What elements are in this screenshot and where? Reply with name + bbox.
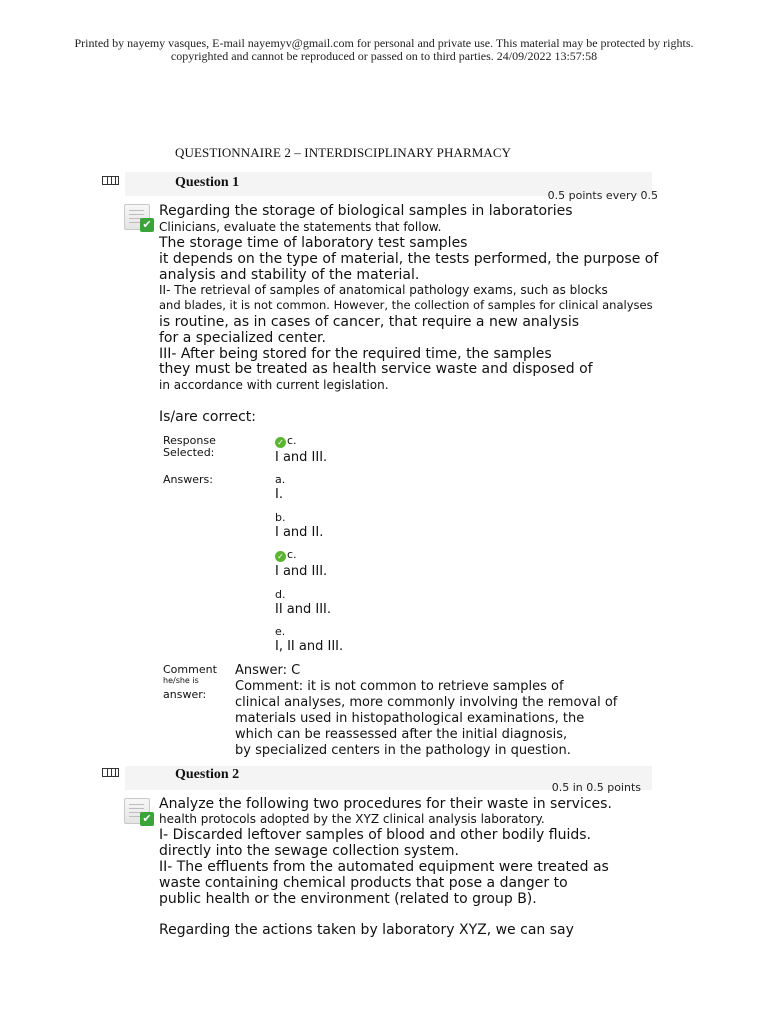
response-label-line-2: Selected: bbox=[163, 446, 215, 459]
comment-label-line-1: Comment bbox=[163, 663, 217, 676]
q1-line-11: they must be treated as health service waste and disposed of bbox=[159, 361, 593, 377]
q2-line-4: directly into the sewage collection system. bbox=[159, 843, 459, 859]
comment-label-line-3: answer: bbox=[163, 688, 207, 701]
answers-label: Answers: bbox=[163, 473, 213, 486]
question-1-points: 0.5 points every 0.5 bbox=[547, 189, 658, 202]
selected-letter-text: c. bbox=[287, 434, 297, 447]
question-2-icon bbox=[102, 768, 119, 777]
option-d-letter: d. bbox=[275, 588, 286, 601]
q2-line-3: I- Discarded leftover samples of blood and other bodily fluids. bbox=[159, 827, 591, 843]
q1-line-3: The storage time of laboratory test samples bbox=[159, 235, 468, 251]
comment-line-1: Answer: C bbox=[235, 663, 301, 678]
option-d-text: II and III. bbox=[275, 602, 332, 617]
q1-prompt: Is/are correct: bbox=[159, 409, 256, 425]
q2-line-6: waste containing chemical products that pose a danger to bbox=[159, 875, 568, 891]
check-icon: ✓ bbox=[275, 437, 286, 448]
q2-line-2: health protocols adopted by the XYZ clinical analysis laboratory. bbox=[159, 812, 545, 826]
correct-status-icon: ✔ bbox=[124, 795, 158, 827]
response-label-line-1: Response bbox=[163, 434, 216, 447]
correct-status-icon: ✔ bbox=[124, 201, 158, 233]
option-e-letter: e. bbox=[275, 625, 286, 638]
comment-label-line-2: he/she is bbox=[163, 676, 199, 685]
comment-line-6: by specialized centers in the pathology in question. bbox=[235, 743, 571, 758]
option-e-text: I, II and III. bbox=[275, 639, 344, 654]
q1-line-4: it depends on the type of material, the tests performed, the purpose of bbox=[159, 251, 659, 267]
q1-line-5: analysis and stability of the material. bbox=[159, 267, 420, 283]
question-2-points: 0.5 in 0.5 points bbox=[551, 781, 641, 794]
q1-line-2: Clinicians, evaluate the statements that follow. bbox=[159, 220, 442, 234]
selected-answer-text: I and III. bbox=[275, 450, 328, 465]
selected-answer-letter bbox=[275, 435, 297, 448]
page-title: QUESTIONNAIRE 2 – INTERDISCIPLINARY PHARMACY bbox=[175, 145, 512, 160]
print-notice-line-2: copyrighted and cannot be reproduced or passed on to third parties. 24/09/2022 13:57:58 bbox=[170, 49, 598, 63]
comment-line-3: clinical analyses, more commonly involving the removal of bbox=[235, 695, 618, 710]
q1-line-12: in accordance with current legislation. bbox=[159, 378, 389, 392]
question-1-title: Question 1 bbox=[175, 175, 240, 190]
q2-line-5: II- The effluents from the automated equipment were treated as bbox=[159, 859, 609, 875]
q1-line-7: and blades, it is not common. However, the collection of samples for clinical analyses bbox=[159, 298, 653, 312]
q1-line-9: for a specialized center. bbox=[159, 330, 326, 346]
option-a-text: I. bbox=[275, 487, 283, 502]
q2-line-7: public health or the environment (related to group B). bbox=[159, 891, 537, 907]
q1-line-8: is routine, as in cases of cancer, that require a new analysis bbox=[159, 314, 580, 330]
option-a-letter: a. bbox=[275, 473, 286, 486]
comment-line-2: Comment: it is not common to retrieve samples of bbox=[235, 679, 564, 694]
print-notice-line-1: Printed by nayemy vasques, E-mail nayemyv@gmail.com for personal and private use. This material may be protected by rights. bbox=[74, 36, 694, 50]
q1-line-6: II- The retrieval of samples of anatomical pathology exams, such as blocks bbox=[159, 283, 608, 297]
q1-line-10: III- After being stored for the required time, the samples bbox=[159, 346, 552, 362]
option-c-letter bbox=[275, 549, 297, 562]
comment-line-4: materials used in histopathological examinations, the bbox=[235, 711, 585, 726]
question-2-title: Question 2 bbox=[175, 767, 240, 782]
option-b-letter: b. bbox=[275, 511, 286, 524]
option-c-text: I and III. bbox=[275, 564, 328, 579]
option-c-letter-text: c. bbox=[287, 548, 297, 561]
question-1-icon bbox=[102, 176, 119, 185]
q2-line-1: Analyze the following two procedures for their waste in services. bbox=[159, 796, 612, 812]
check-icon: ✓ bbox=[275, 551, 286, 562]
q1-line-1: Regarding the storage of biological samples in laboratories bbox=[159, 203, 573, 219]
q2-line-8: Regarding the actions taken by laboratory XYZ, we can say bbox=[159, 922, 574, 938]
comment-line-5: which can be reassessed after the initial diagnosis, bbox=[235, 727, 568, 742]
option-b-text: I and II. bbox=[275, 525, 324, 540]
